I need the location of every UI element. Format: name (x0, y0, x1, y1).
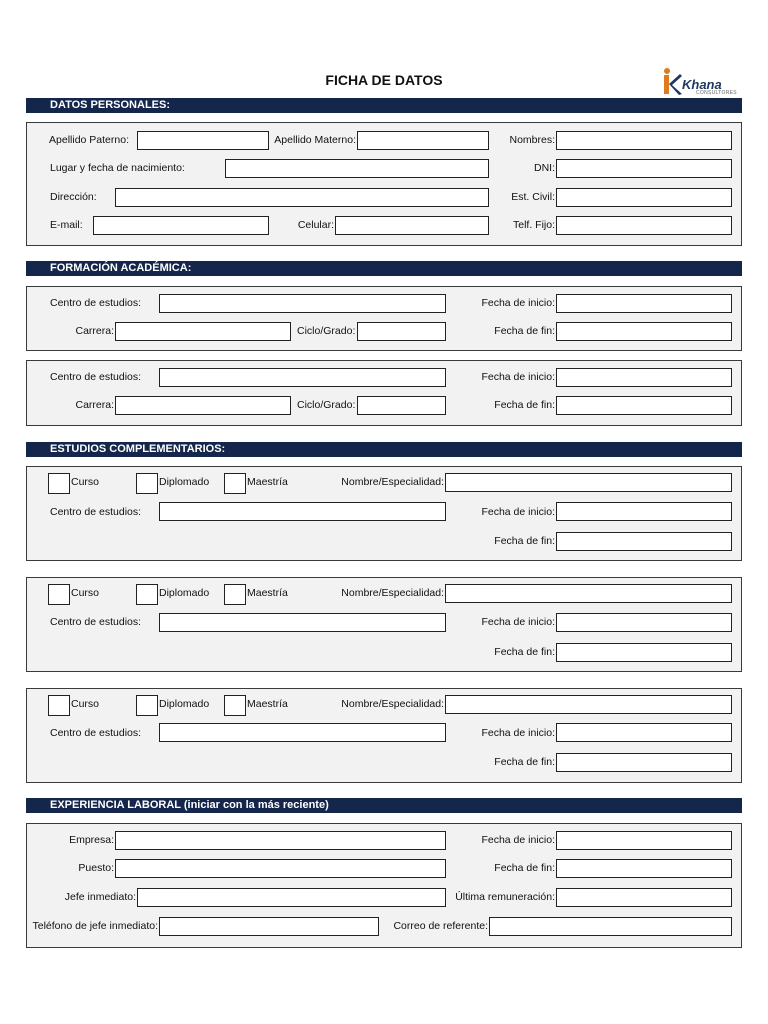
work-inicio-label: Fecha de inicio: (481, 834, 555, 846)
complementary-1-centro-field[interactable] (159, 502, 446, 521)
complementary-2-maestria-checkbox[interactable] (224, 584, 246, 605)
academic-2-carrera-field[interactable] (115, 396, 291, 415)
academic-2-inicio-label: Fecha de inicio: (481, 371, 555, 383)
complementary-1-fin-field[interactable] (556, 532, 732, 551)
complementary-1-centro-label: Centro de estudios: (50, 506, 142, 518)
remuneracion-label: Última remuneración: (455, 891, 555, 903)
telf-fijo-field[interactable] (556, 216, 732, 235)
work-section-header: EXPERIENCIA LABORAL (iniciar con la más reciente) (26, 798, 742, 813)
complementary-2-centro-field[interactable] (159, 613, 446, 632)
email-field[interactable] (93, 216, 269, 235)
complementary-2-fin-label: Fecha de fin: (494, 646, 555, 658)
direccion-field[interactable] (115, 188, 489, 207)
complementary-3-nombre-label: Nombre/Especialidad: (341, 698, 444, 710)
academic-1-inicio-field[interactable] (556, 294, 732, 313)
empresa-field[interactable] (115, 831, 446, 850)
complementary-1-curso-label: Curso (71, 476, 100, 488)
work-inicio-field[interactable] (556, 831, 732, 850)
complementary-2-diplomado-label: Diplomado (159, 587, 210, 599)
complementary-1-maestria-checkbox[interactable] (224, 473, 246, 494)
complementary-3-centro-field[interactable] (159, 723, 446, 742)
academic-1-fin-label: Fecha de fin: (494, 325, 555, 337)
telefono-jefe-label: Teléfono de jefe inmediato: (32, 920, 158, 932)
complementary-1-diplomado-checkbox[interactable] (136, 473, 158, 494)
academic-2-ciclo-field[interactable] (357, 396, 446, 415)
telefono-jefe-field[interactable] (159, 917, 379, 936)
page-title: FICHA DE DATOS (325, 72, 443, 88)
apellido-paterno-field[interactable] (137, 131, 269, 150)
direccion-label: Dirección: (50, 191, 97, 203)
complementary-3-diplomado-label: Diplomado (159, 698, 210, 710)
correo-referente-label: Correo de referente: (393, 920, 488, 932)
complementary-2-inicio-field[interactable] (556, 613, 732, 632)
complementary-2-nombre-label: Nombre/Especialidad: (341, 587, 444, 599)
complementary-1-curso-checkbox[interactable] (48, 473, 70, 494)
jefe-label: Jefe inmediato: (64, 891, 136, 903)
lugar-fecha-label: Lugar y fecha de nacimiento: (50, 162, 185, 174)
academic-1-fin-field[interactable] (556, 322, 732, 341)
apellido-materno-field[interactable] (357, 131, 489, 150)
logo-subtitle: CONSULTORES (696, 90, 737, 96)
academic-2-ciclo-label: Ciclo/Grado: (297, 399, 356, 411)
complementary-3-inicio-field[interactable] (556, 723, 732, 742)
khana-logo (660, 66, 740, 98)
celular-label: Celular: (297, 219, 334, 231)
complementary-2-centro-label: Centro de estudios: (50, 616, 142, 628)
academic-2-centro-field[interactable] (159, 368, 446, 387)
lugar-fecha-field[interactable] (225, 159, 489, 178)
complementary-3-inicio-label: Fecha de inicio: (481, 727, 555, 739)
complementary-2-diplomado-checkbox[interactable] (136, 584, 158, 605)
complementary-3-curso-checkbox[interactable] (48, 695, 70, 716)
puesto-field[interactable] (115, 859, 446, 878)
complementary-2-nombre-field[interactable] (445, 584, 732, 603)
complementary-3-curso-label: Curso (71, 698, 100, 710)
personal-section-header: DATOS PERSONALES: (26, 98, 742, 113)
academic-2-inicio-field[interactable] (556, 368, 732, 387)
complementary-2-inicio-label: Fecha de inicio: (481, 616, 555, 628)
academic-2-fin-label: Fecha de fin: (494, 399, 555, 411)
nombres-label: Nombres: (509, 134, 555, 146)
complementary-3-maestria-label: Maestría (247, 698, 288, 710)
celular-field[interactable] (335, 216, 489, 235)
academic-2-centro-label: Centro de estudios: (50, 371, 142, 383)
puesto-label: Puesto: (78, 862, 114, 874)
remuneracion-field[interactable] (556, 888, 732, 907)
academic-1-carrera-label: Carrera: (75, 325, 114, 337)
academic-1-inicio-label: Fecha de inicio: (481, 297, 555, 309)
correo-referente-field[interactable] (489, 917, 732, 936)
khana-logo-icon (660, 66, 684, 96)
dni-field[interactable] (556, 159, 732, 178)
complementary-3-maestria-checkbox[interactable] (224, 695, 246, 716)
complementary-1-diplomado-label: Diplomado (159, 476, 210, 488)
academic-2-carrera-label: Carrera: (75, 399, 114, 411)
complementary-2-curso-label: Curso (71, 587, 100, 599)
nombres-field[interactable] (556, 131, 732, 150)
academic-2-fin-field[interactable] (556, 396, 732, 415)
academic-1-centro-field[interactable] (159, 294, 446, 313)
apellido-materno-label: Apellido Materno: (274, 134, 356, 146)
academic-1-centro-label: Centro de estudios: (50, 297, 142, 309)
complementary-2-curso-checkbox[interactable] (48, 584, 70, 605)
work-fin-field[interactable] (556, 859, 732, 878)
academic-1-carrera-field[interactable] (115, 322, 291, 341)
complementary-1-fin-label: Fecha de fin: (494, 535, 555, 547)
complementary-3-fin-label: Fecha de fin: (494, 756, 555, 768)
academic-section-header: FORMACIÓN ACADÉMICA: (26, 261, 742, 276)
academic-1-ciclo-field[interactable] (357, 322, 446, 341)
complementary-2-fin-field[interactable] (556, 643, 732, 662)
complementary-3-nombre-field[interactable] (445, 695, 732, 714)
complementary-2-maestria-label: Maestría (247, 587, 288, 599)
dni-label: DNI: (534, 162, 555, 174)
complementary-1-inicio-label: Fecha de inicio: (481, 506, 555, 518)
complementary-1-maestria-label: Maestría (247, 476, 288, 488)
work-fin-label: Fecha de fin: (494, 862, 555, 874)
email-label: E-mail: (50, 219, 83, 231)
complementary-1-nombre-label: Nombre/Especialidad: (341, 476, 444, 488)
complementary-section-header: ESTUDIOS COMPLEMENTARIOS: (26, 442, 742, 457)
complementary-1-inicio-field[interactable] (556, 502, 732, 521)
complementary-3-fin-field[interactable] (556, 753, 732, 772)
complementary-3-diplomado-checkbox[interactable] (136, 695, 158, 716)
complementary-1-nombre-field[interactable] (445, 473, 732, 492)
apellido-paterno-label: Apellido Paterno: (49, 134, 129, 146)
jefe-field[interactable] (137, 888, 446, 907)
telf-fijo-label: Telf. Fijo: (512, 219, 555, 231)
est-civil-field[interactable] (556, 188, 732, 207)
complementary-3-centro-label: Centro de estudios: (50, 727, 142, 739)
empresa-label: Empresa: (69, 834, 114, 846)
academic-1-ciclo-label: Ciclo/Grado: (297, 325, 356, 337)
logo-brand: Khana (682, 77, 722, 92)
est-civil-label: Est. Civil: (511, 191, 555, 203)
